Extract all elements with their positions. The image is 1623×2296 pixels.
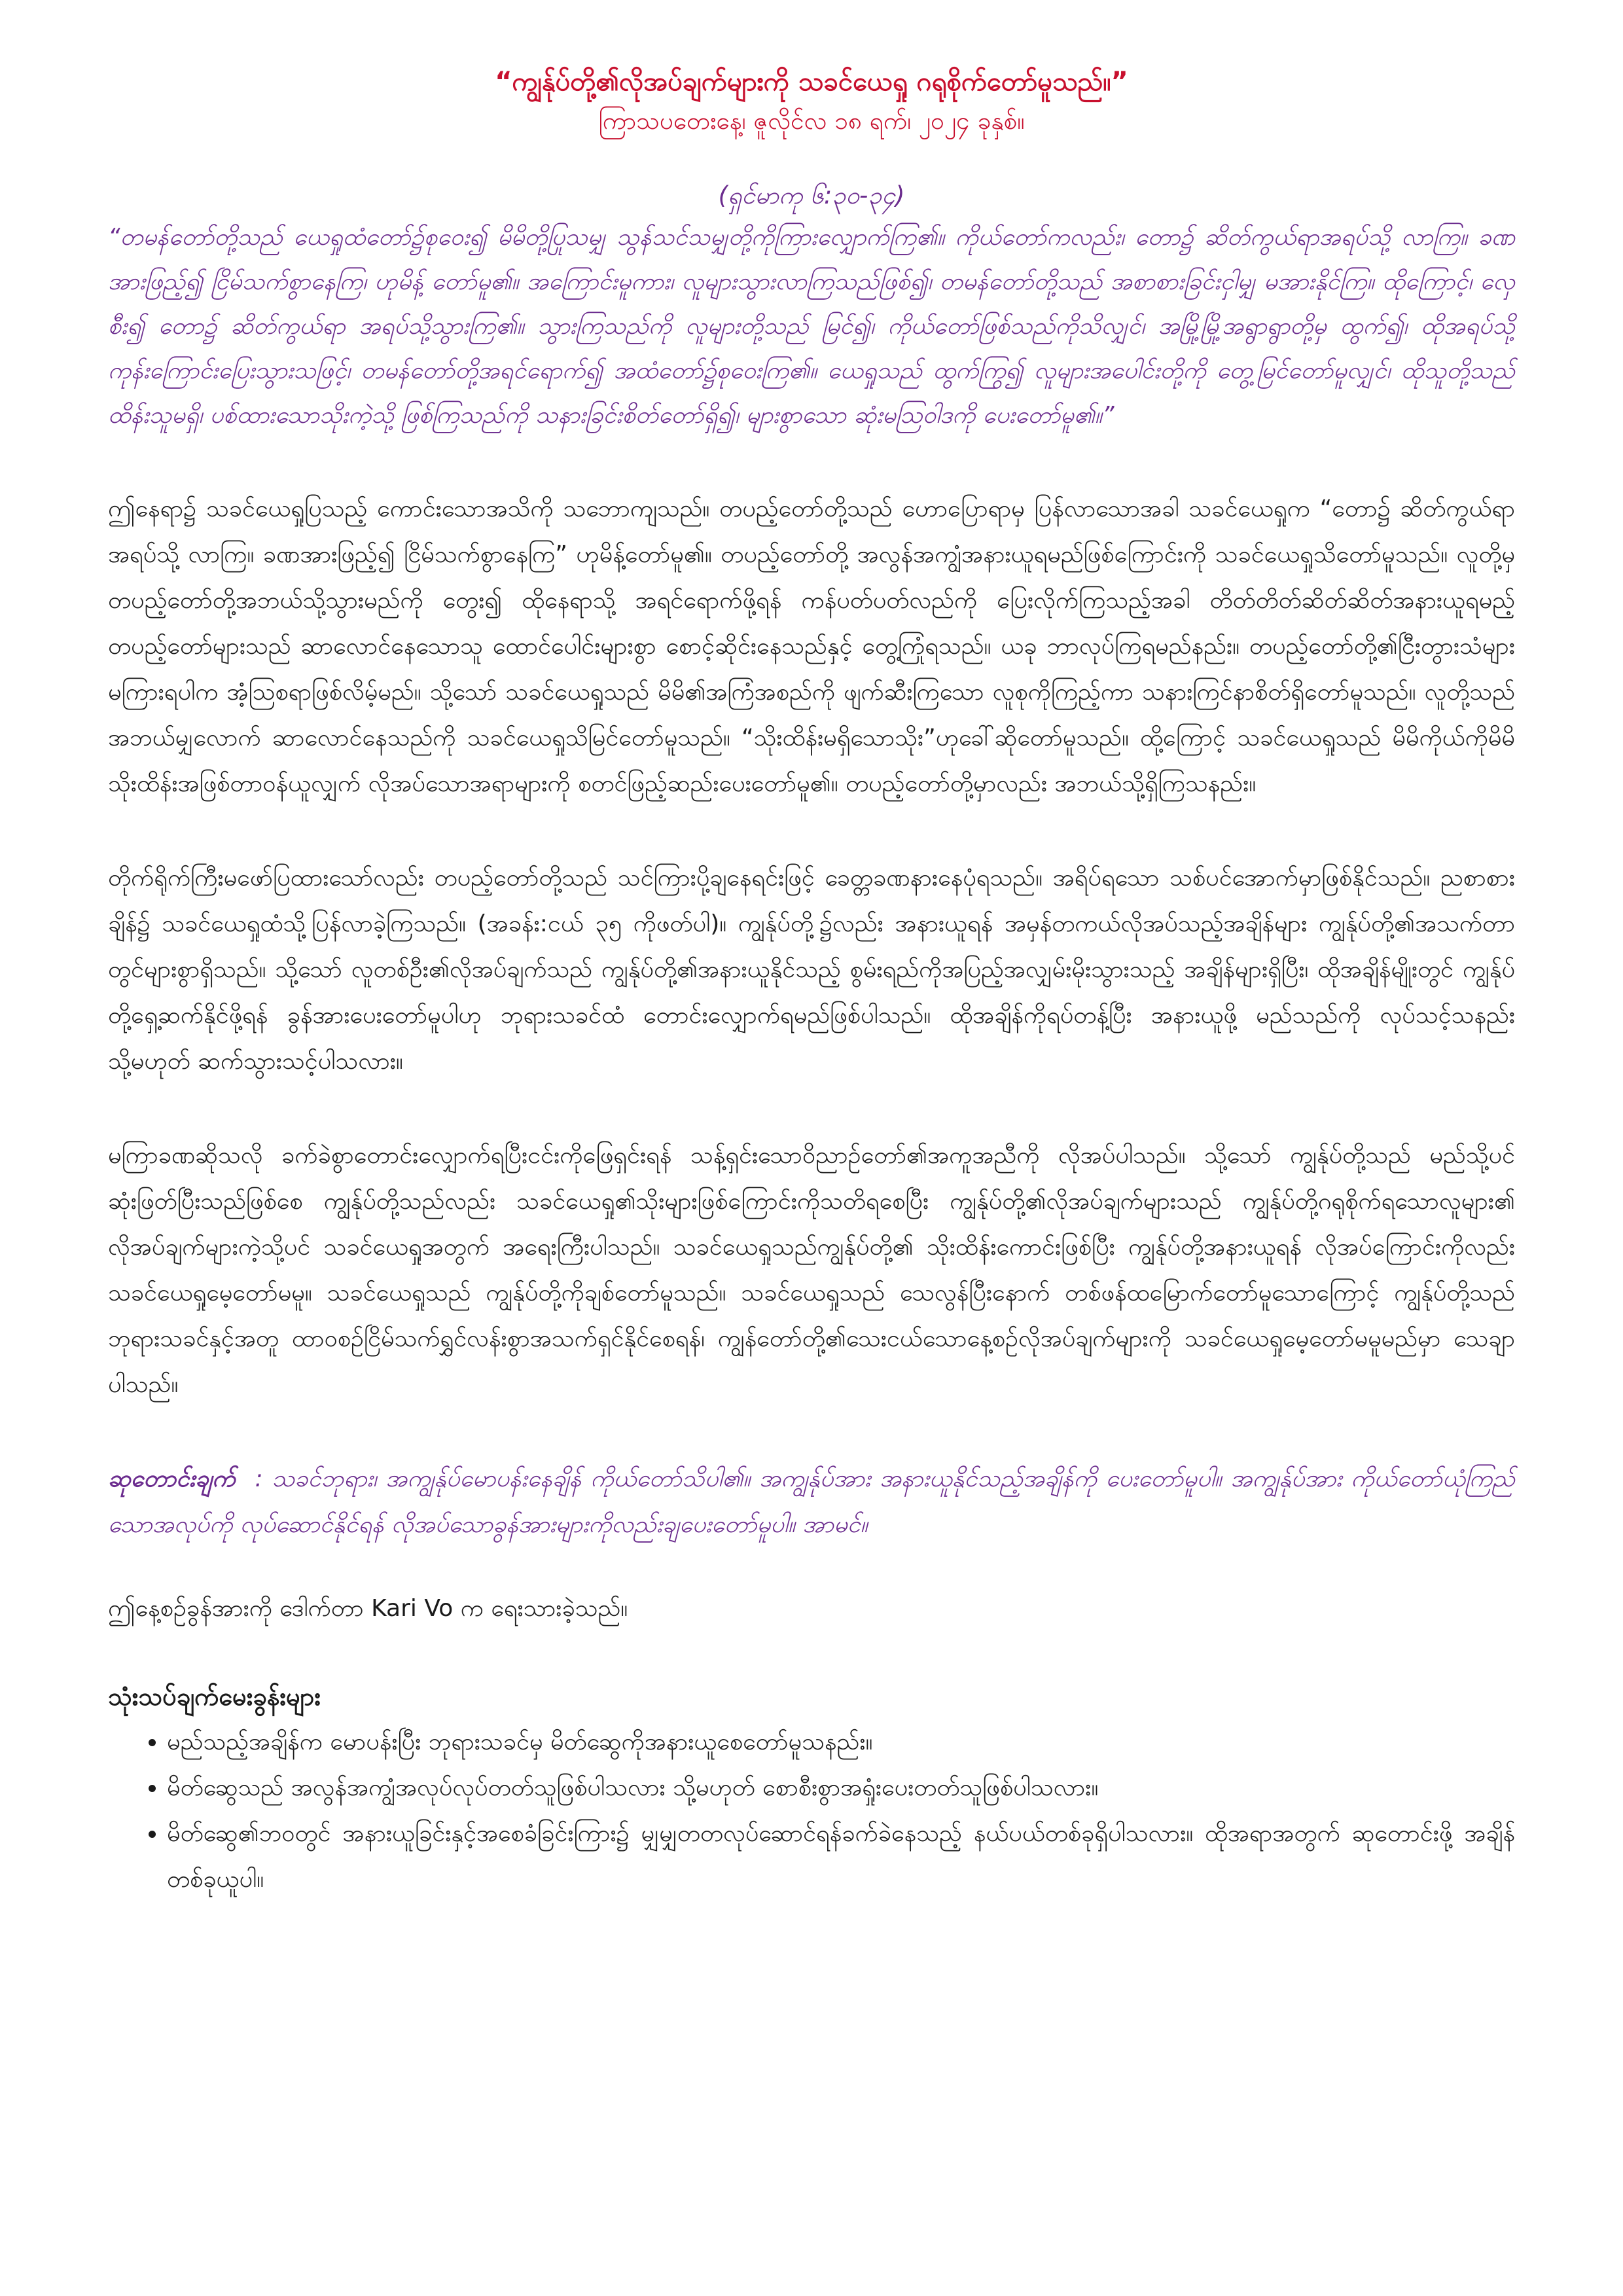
scripture-reference: (ရှင်မာကု ၆:၃၀-၃၄) (718, 181, 905, 209)
prayer-text: : သခင်ဘုရား၊ အကျွန်ုပ်မောပန်းနေချိန် ကိုယ်တော်သိပါ၏။ အကျွန်ုပ်အား အနားယူနိုင်သည့်အချိန်ကို ပေးတော်မူပါ။ အကျွန်ုပ်အား ကိုယ်တော်ယုံကြည်သောအလုပ်ကို လုပ်ဆောင်နိုင်ရန် လိုအပ်သောခွန်အားများကိုလည်းချပေးတော်မူပါ။ အာမင်။ (108, 1465, 1515, 1538)
prayer-label: ဆုတောင်းချက် (108, 1465, 236, 1492)
question-item-1: • မည်သည့်အချိန်က မောပန်းပြီး ဘုရားသခင်မှ မိတ်ဆွေကိုအနားယူစေတော်မူသနည်း။ (167, 1719, 1515, 1765)
body-paragraph-3: မကြာခဏဆိုသလို ခက်ခဲစွာတောင်းလျှောက်ရပြီးငင်းကိုဖြေရှင်းရန် သန့်ရှင်းသောဝိညာဉ်တော်၏အကူအညီကို လိုအပ်ပါသည်။ သို့သော် ကျွန်ုပ်တို့သည် မည်သို့ပင်ဆုံးဖြတ်ပြီးသည်ဖြစ်စေ ကျွန်ုပ်တို့သည်လည်း သခင်ယေရှု၏သိုးများဖြစ်ကြောင်းကိုသတိရစေပြီး ကျွန်ုပ်တို့၏လိုအပ်ချက်များသည် ကျွန်ုပ်တို့ဂရုစိုက်ရသောလူများ၏ လိုအပ်ချက်များကဲ့သို့ပင် သခင်ယေရှုအတွက် အရေးကြီးပါသည်။ သခင်ယေရှုသည်ကျွန်ုပ်တို့၏ သိုးထိန်းကောင်းဖြစ်ပြီး ကျွန်ုပ်တို့အနားယူရန် လိုအပ်ကြောင်းကိုလည်း သခင်ယေရှုမေ့တော်မမူ။ သခင်ယေရှုသည် ကျွန်ုပ်တို့ကိုချစ်တော်မူသည်။ သခင်ယေရှုသည် သေလွန်ပြီးနောက် တစ်ဖန်ထမြောက်တော်မူသောကြောင့် ကျွန်ုပ်တို့သည် ဘုရားသခင်နှင့်အတူ ထာဝစဉ်ငြိမ်သက်ရွှင်လန်းစွာအသက်ရှင်နိုင်စေရန်၊ ကျွန်တော်တို့၏သေးငယ်သောနေ့စဉ်လိုအပ်ချက်များကို သခင်ယေရှုမေ့တော်မမူမည်မှာ သေချာပါသည်။ (108, 1142, 1515, 1398)
questions-heading: သုံးသပ်ချက်မေးခွန်းများ (108, 1682, 321, 1711)
body-paragraph-1: ဤနေရာ၌ သခင်ယေရှုပြသည့် ကောင်းသောအသိကို သဘောကျသည်။ တပည့်တော်တို့သည် ဟောပြောရာမှ ပြန်လာသောအခါ သခင်ယေရှုက “တော၌ ဆိတ်ကွယ်ရာအရပ်သို့ လာကြ။ ခဏအားဖြည့်၍ ငြိမ်သက်စွာနေကြ” ဟုမိန့်တော်မူ၏။ တပည့်တော်တို့ အလွန်အကျွံအနားယူရမည်ဖြစ်ကြောင်းကို သခင်ယေရှုသိတော်မူသည်။ လူတို့မှ တပည့်တော်တို့အဘယ်သို့သွားမည်ကို တွေး၍ ထိုနေရာသို့ အရင်ရောက်ဖို့ရန် ကန်ပတ်ပတ်လည်ကို ပြေးလိုက်ကြသည့်အခါ တိတ်တိတ်ဆိတ်ဆိတ်အနားယူရမည့် တပည့်တော်များသည် ဆာလောင်နေသောသူ ထောင်ပေါင်းများစွာ စောင့်ဆိုင်းနေသည်နှင့် တွေ့ကြုံရသည်။ ယခု ဘာလုပ်ကြရမည်နည်း။ တပည့်တော်တို့၏ငြီးတွားသံများ မကြားရပါက အံ့ဩစရာဖြစ်လိမ့်မည်။ သို့သော် သခင်ယေရှုသည် မိမိ၏အကြံအစည်ကို ဖျက်ဆီးကြသော လူစုကိုကြည့်ကာ သနားကြင်နာစိတ်ရှိတော်မူသည်။ လူတို့သည်အဘယ်မျှလောက် ဆာလောင်နေသည်ကို သခင်ယေရှုသိမြင်တော်မူသည်။ “သိုးထိန်းမရှိသောသိုး”ဟုခေါ်ဆိုတော်မူသည်။ ထို့ကြောင့် သခင်ယေရှုသည် မိမိကိုယ်ကိုမိမိ သိုးထိန်းအဖြစ်တာဝန်ယူလျှက် လိုအပ်သောအရာများကို စတင်ဖြည့်ဆည်းပေးတော်မူ၏။ တပည့်တော်တို့မှာလည်း အဘယ်သို့ရှိကြသနည်း။ (108, 495, 1515, 797)
devotional-page (108, 62, 1515, 1903)
author-line: ဤနေ့စဉ်ခွန်အားကို ဒေါက်တာ Kari Vo က ရေးသားခဲ့သည်။ (108, 1595, 628, 1622)
devotional-date: ကြာသပတေးနေ့၊ ဇူလိုင်လ ၁၈ ရက်၊ ၂၀၂၄ ခုနှစ်။ (598, 107, 1025, 135)
scripture-text: “တမန်တော်တို့သည် ယေရှုထံတော်၌စုဝေး၍ မိမိတို့ပြုသမျှ သွန်သင်သမျှတို့ကိုကြားလျှောက်ကြ၏။ ကိုယ်တော်ကလည်း၊ တော၌ ဆိတ်ကွယ်ရာအရပ်သို့ လာကြ။ ခဏအားဖြည့်၍ ငြိမ်သက်စွာနေကြ၊ ဟုမိန့် တော်မူ၏။ အကြောင်းမူကား၊ လူများသွားလာကြသည်ဖြစ်၍၊ တမန်တော်တို့သည် အစာစားခြင်းငှါမျှ မအားနိုင်ကြ။ ထိုကြောင့်၊ လှေစီး၍ တော၌ ဆိတ်ကွယ်ရာ အရပ်သို့သွားကြ၏။ သွားကြသည်ကို လူများတို့သည် မြင်၍၊ ကိုယ်တော်ဖြစ်သည်ကိုသိလျှင်၊ အမြို့မြို့အရွာရွာတို့မှ ထွက်၍၊ ထိုအရပ်သို့ ကုန်းကြောင်းပြေးသွားသဖြင့်၊ တမန်တော်တို့အရင်ရောက်၍ အထံတော်၌စုဝေးကြ၏။ ယေရှုသည် ထွက်ကြွ၍ လူများအပေါင်းတို့ကို တွေ့မြင်တော်မူလျှင်၊ ထိုသူတို့သည် ထိန်းသူမရှိ၊ ပစ်ထားသောသိုးကဲ့သို့ ဖြစ်ကြသည်ကို သနားခြင်းစိတ်တော်ရှိ၍၊ များစွာသော ဆုံးမဩဝါဒကို ပေးတော်မူ၏။” (108, 224, 1515, 429)
devotional-title: “ကျွန်ုပ်တို့၏လိုအပ်ချက်များကို သခင်ယေရှု ဂရုစိုက်တော်မူသည်။” (495, 67, 1128, 97)
prayer-paragraph (108, 1456, 1515, 1548)
body-paragraph-2: တိုက်ရိုက်ကြီးမဖော်ပြထားသော်လည်း တပည့်တော်တို့သည် သင်ကြားပို့ချနေရင်းဖြင့် ခေတ္တခဏနားနေပုံရသည်။ အရိပ်ရသော သစ်ပင်အောက်မှာဖြစ်နိုင်သည်။ ညစာစားချိန်၌ သခင်ယေရှုထံသို့ပြန်လာခဲ့ကြသည်။ (အခန်း:ငယ် ၃၅ ကိုဖတ်ပါ)။ ကျွန်ုပ်တို့၌လည်း အနားယူရန် အမှန်တကယ်လိုအပ်သည့်အချိန်များ ကျွန်ုပ်တို့၏အသက်တာတွင်များစွာရှိသည်။ သို့သော် လူတစ်ဦး၏လိုအပ်ချက်သည် ကျွန်ုပ်တို့၏အနားယူနိုင်သည့် စွမ်းရည်ကိုအပြည့်အလျှမ်းမိုးသွားသည့် အချိန်များရှိပြီး၊ ထိုအချိန်မျိုးတွင် ကျွန်ုပ်တို့ရှေ့ဆက်နိုင်ဖို့ရန် ခွန်အားပေးတော်မူပါဟု ဘုရားသခင်ထံ တောင်းလျှောက်ရမည်ဖြစ်ပါသည်။ ထိုအချိန်ကိုရပ်တန့်ပြီး အနားယူဖို့ မည်သည်ကို လုပ်သင့်သနည်း သို့မဟုတ် ဆက်သွားသင့်ပါသလား။ (108, 865, 1515, 1075)
question-item-2: • မိတ်ဆွေသည် အလွန်အကျွံအလုပ်လုပ်တတ်သူဖြစ်ပါသလား သို့မဟုတ် စောစီးစွာအရှုံးပေးတတ်သူဖြစ်ပါသလား။ (167, 1765, 1515, 1811)
question-item-3: • မိတ်ဆွေ၏ဘဝတွင် အနားယူခြင်းနှင့်အစေခံခြင်းကြား၌ မျှမျှတတလုပ်ဆောင်ရန်ခက်ခဲနေသည့် နယ်ပယ်တစ်ခုရှိပါသလား။ ထိုအရာအတွက် ဆုတောင်းဖို့ အချိန်တစ်ခုယူပါ။ (167, 1811, 1515, 1903)
questions-list (108, 1719, 1515, 1903)
